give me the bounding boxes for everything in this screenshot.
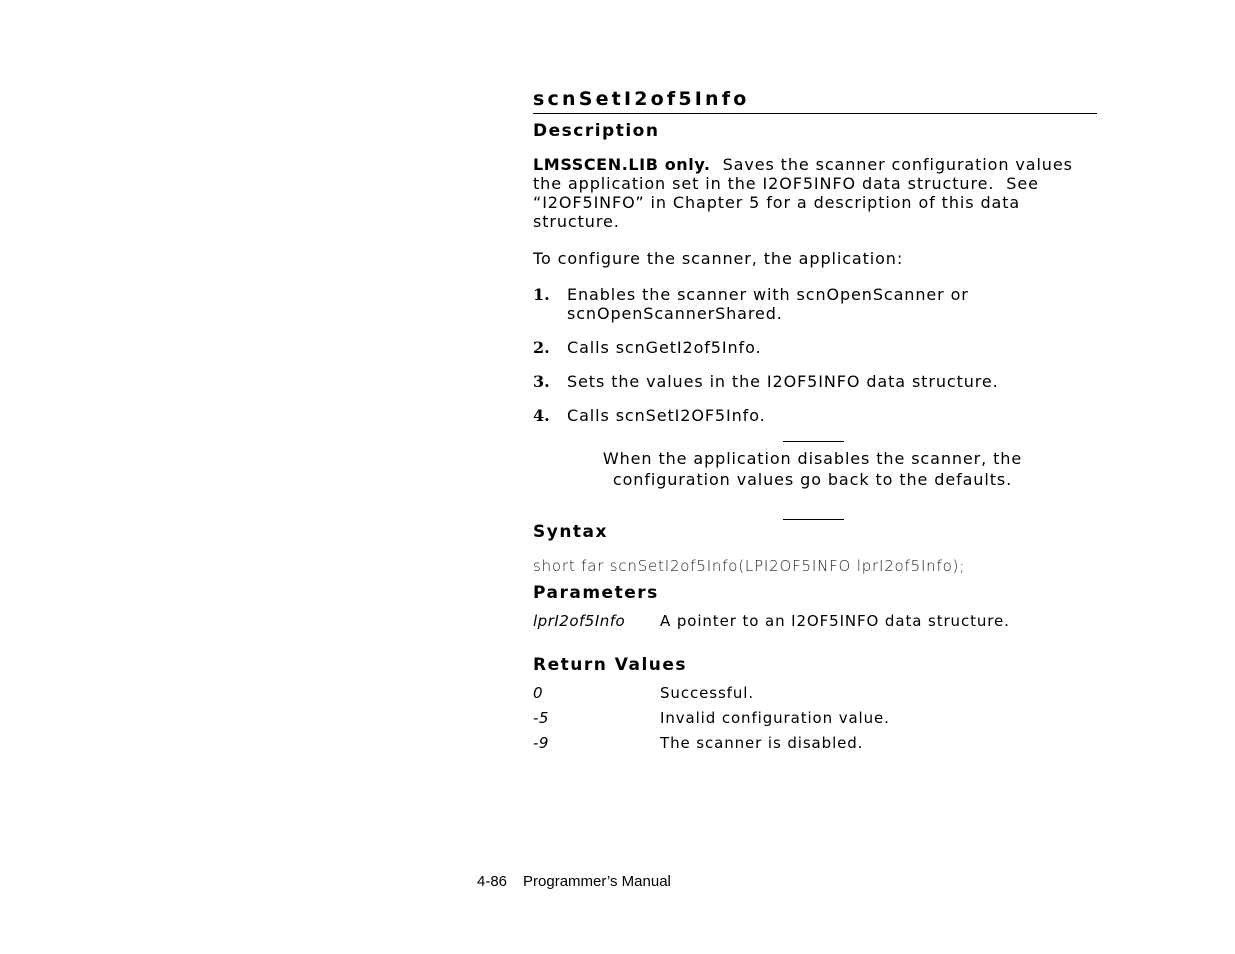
title-rule (533, 113, 1097, 114)
parameters-heading: Parameters (533, 583, 659, 603)
return-value: -5 (533, 709, 549, 727)
step-number: 1. (533, 285, 550, 304)
step-number: 4. (533, 406, 550, 425)
step-text: Calls scnGetI2of5Info. (567, 338, 762, 357)
page-footer (477, 873, 671, 890)
description-paragraph (533, 155, 1078, 231)
step-text: Sets the values in the I2OF5INFO data structure. (567, 372, 999, 391)
manual-title: Programmer’s Manual (523, 873, 671, 890)
step-number: 3. (533, 372, 550, 391)
syntax-code: short far scnSetI2of5Info(LPI2OF5INFO lprI2of5Info); (533, 557, 966, 575)
note-rule-top (783, 441, 844, 442)
parameter-name: lprI2of5Info (533, 612, 626, 630)
parameter-description: A pointer to an I2OF5INFO data structure. (660, 612, 1010, 630)
return-value: -9 (533, 734, 549, 752)
step-number: 2. (533, 338, 550, 357)
return-value-description: Successful. (660, 684, 755, 702)
parameter-row (533, 612, 1098, 632)
return-value-description: Invalid configuration value. (660, 709, 890, 727)
syntax-heading: Syntax (533, 522, 608, 542)
return-values-heading: Return Values (533, 655, 688, 675)
return-value-row (533, 709, 1098, 729)
return-value-row (533, 684, 1098, 704)
description-heading: Description (533, 121, 660, 141)
description-lead-bold: LMSSCEN.LIB only. (533, 155, 711, 174)
return-value: 0 (533, 684, 544, 702)
description-intro: To configure the scanner, the application: (533, 249, 904, 268)
description-lead-text: Saves the scanner configuration values the application set in the I2OF5INFO data structure. See “I2OF5INFO” in Chapter 5 for a description of this data structure. (533, 155, 1079, 231)
step-text: Calls scnSetI2OF5Info. (567, 406, 766, 425)
note-rule-bottom (783, 519, 844, 520)
page-number: 4-86 (477, 873, 508, 890)
return-value-description: The scanner is disabled. (660, 734, 864, 752)
return-value-row (533, 734, 1098, 754)
function-title: scnSetI2of5Info (533, 88, 750, 110)
step-text: Enables the scanner with scnOpenScanner or scnOpenScannerShared. (567, 285, 969, 323)
note-text: When the application disables the scanner, the configuration values go back to the defaults. (602, 449, 1023, 489)
